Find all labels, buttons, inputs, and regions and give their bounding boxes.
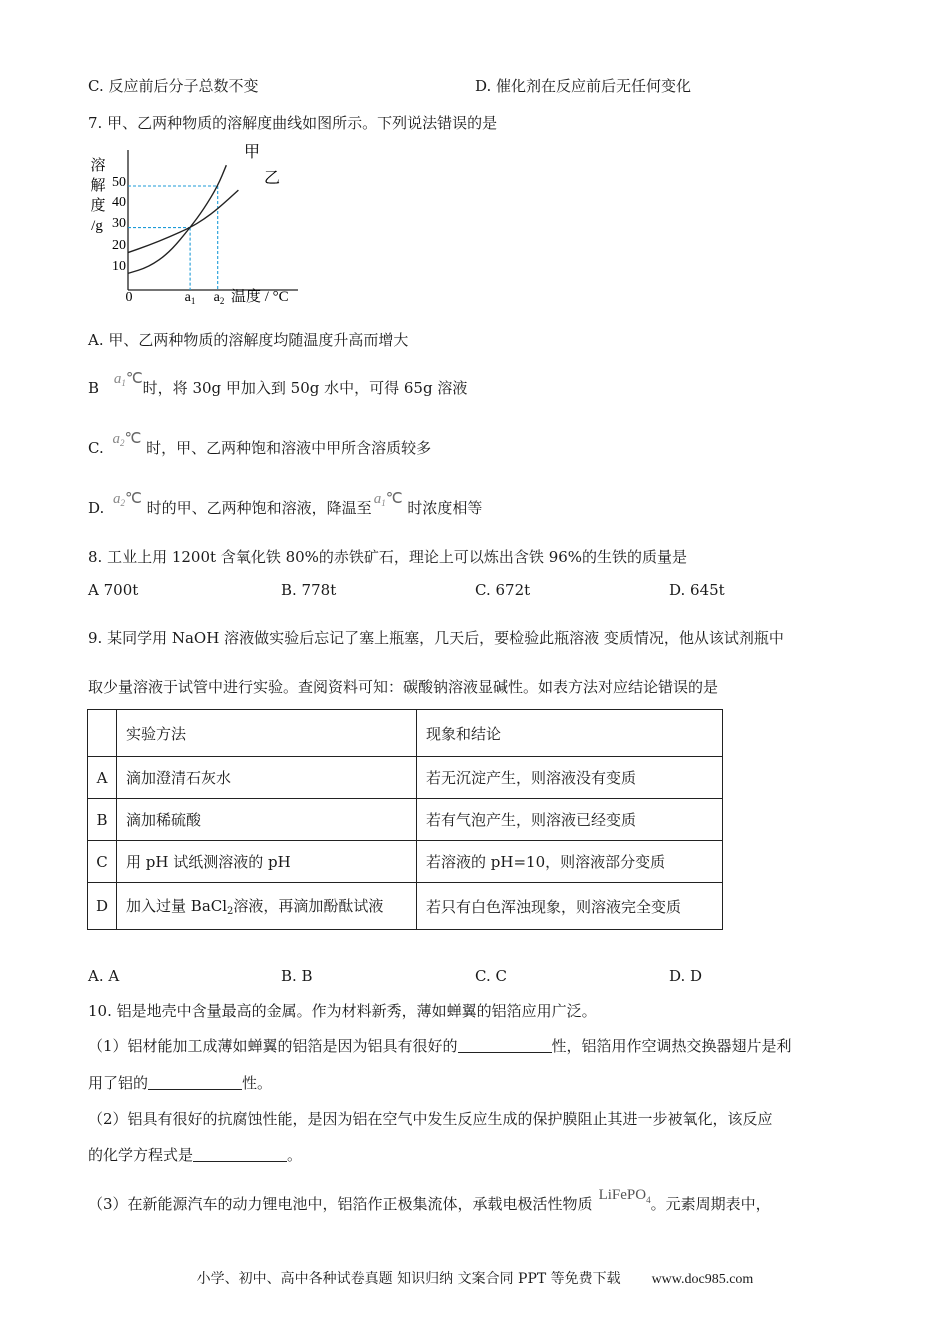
row-key: A bbox=[88, 757, 117, 799]
q6-option-c: C. 反应前后分子总数不变 bbox=[88, 77, 259, 95]
table-header-cell bbox=[88, 710, 117, 757]
table-row bbox=[88, 757, 723, 799]
x-marker-a1: $a_1$ bbox=[184, 290, 196, 306]
y-label-char: 溶 bbox=[90, 158, 106, 174]
q10-part1-line1: （1）铝材能加工成薄如蝉翼的铝箔是因为铝具有很好的 性，铝箔用作空调热交换器翅片是利 bbox=[88, 1037, 792, 1055]
row-method: 滴加稀硫酸 bbox=[117, 799, 417, 841]
page-footer bbox=[0, 1268, 950, 1288]
curve-yi bbox=[128, 190, 238, 252]
q7-option-c: C. $a_2℃$ 时，甲、乙两种饱和溶液中甲所含溶质较多 bbox=[88, 431, 432, 457]
row-result: 若有气泡产生，则溶液已经变质 bbox=[417, 799, 723, 841]
y-tick-label: 30 bbox=[112, 216, 126, 231]
curve-jia bbox=[128, 165, 226, 273]
row-result: 若无沉淀产生，则溶液没有变质 bbox=[417, 757, 723, 799]
q10-stem: 10. 铝是地壳中含量最高的金属。作为材料新秀，薄如蝉翼的铝箔应用广泛。 bbox=[88, 1002, 597, 1020]
answer-blank[interactable] bbox=[458, 1038, 552, 1053]
series-label-jia: 甲 bbox=[244, 144, 261, 161]
q8-option-b: B. 778t bbox=[281, 581, 337, 599]
y-label-char: 解 bbox=[90, 178, 106, 194]
q9-stem-line2: 取少量溶液于试管中进行实验。查阅资料可知：碳酸钠溶液显碱性。如表方法对应结论错误的是 bbox=[88, 678, 719, 696]
q9-stem-line1: 9. 某同学用 NaOH 溶液做实验后忘记了塞上瓶塞，几天后，要检验此瓶溶液 变质情况，他从该试剂瓶中 bbox=[88, 629, 784, 647]
q7-option-b: B $a_1℃$时，将 30g 甲加入到 50g 水中，可得 65g 溶液 bbox=[88, 371, 468, 397]
x-marker-a2: $a_2$ bbox=[213, 290, 225, 306]
q8-option-d: D. 645t bbox=[669, 581, 725, 599]
row-result: 若只有白色浑浊现象，则溶液完全变质 bbox=[417, 883, 723, 930]
footer-link[interactable]: www.doc985.com bbox=[651, 1272, 754, 1287]
q8-stem: 8. 工业上用 1200t 含氧化铁 80%的赤铁矿石，理论上可以炼出含铁 96%的生铁的质量是 bbox=[88, 548, 688, 566]
q9-option-b: B. B bbox=[281, 967, 313, 985]
q10-part2-line2: 的化学方程式是 。 bbox=[88, 1146, 303, 1164]
y-label-char: 度 bbox=[90, 198, 106, 214]
table-row bbox=[88, 841, 723, 883]
q10-part1-line2: 用了铝的 性。 bbox=[88, 1074, 273, 1092]
y-tick-label: 10 bbox=[112, 259, 126, 274]
footer-text: 小学、初中、高中各种试卷真题 知识归纳 文案合同 PPT 等免费下载 bbox=[196, 1271, 621, 1287]
answer-blank[interactable] bbox=[148, 1075, 242, 1090]
y-tick-label: 40 bbox=[112, 195, 126, 210]
q9-option-c: C. C bbox=[475, 967, 507, 985]
row-key: B bbox=[88, 799, 117, 841]
q9-option-d: D. D bbox=[669, 967, 703, 985]
row-key: D bbox=[88, 883, 117, 930]
table-row bbox=[88, 883, 723, 930]
q9-option-a: A. A bbox=[88, 967, 120, 985]
table-header-cell: 实验方法 bbox=[117, 710, 417, 757]
experiment-table bbox=[87, 709, 723, 930]
q6-option-d: D. 催化剂在反应前后无任何变化 bbox=[475, 77, 692, 95]
q8-option-c: C. 672t bbox=[475, 581, 531, 599]
row-method: 用 pH 试纸测溶液的 pH bbox=[117, 841, 417, 883]
origin-label: 0 bbox=[125, 290, 133, 305]
y-tick-label: 20 bbox=[112, 238, 126, 253]
row-method: 加入过量 BaCl$_2$溶液，再滴加酚酞试液 bbox=[117, 883, 417, 930]
y-label-char: /g bbox=[91, 218, 103, 234]
answer-blank[interactable] bbox=[193, 1147, 287, 1162]
table-row bbox=[88, 799, 723, 841]
q10-part3: （3）在新能源汽车的动力锂电池中，铝箔作正极集流体，承载电极活性物质 LiFePO$_4$。元素周期表中， bbox=[88, 1187, 771, 1213]
q7-stem: 7. 甲、乙两种物质的溶解度曲线如图所示。下列说法错误的是 bbox=[88, 114, 498, 132]
solubility-chart bbox=[86, 140, 308, 308]
row-method: 滴加澄清石灰水 bbox=[117, 757, 417, 799]
q7-option-d: D. $a_2℃$ 时的甲、乙两种饱和溶液，降温至 $a_1℃$ 时浓度相等 bbox=[88, 491, 483, 517]
q7-option-a: A. 甲、乙两种物质的溶解度均随温度升高而增大 bbox=[88, 331, 409, 349]
series-label-yi: 乙 bbox=[264, 170, 281, 187]
table-header-cell: 现象和结论 bbox=[417, 710, 723, 757]
y-tick-label: 50 bbox=[112, 175, 126, 190]
q8-option-a: A 700t bbox=[88, 581, 139, 599]
q10-part2-line1: （2）铝具有很好的抗腐蚀性能，是因为铝在空气中发生反应生成的保护膜阻止其进一步被氧化，该反应 bbox=[88, 1110, 773, 1128]
row-key: C bbox=[88, 841, 117, 883]
table-header-row bbox=[88, 710, 723, 757]
row-result: 若溶液的 pH=10，则溶液部分变质 bbox=[417, 841, 723, 883]
x-axis-label: 温度 / °C bbox=[231, 289, 289, 305]
